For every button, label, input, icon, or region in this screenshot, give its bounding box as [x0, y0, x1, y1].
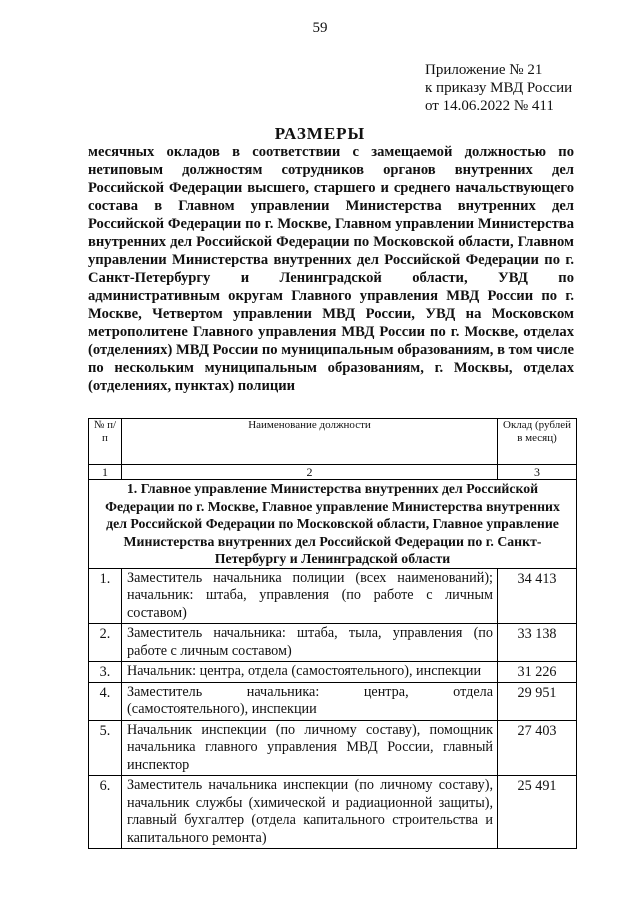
- row-number: 3.: [89, 662, 122, 683]
- table-row: [89, 624, 577, 662]
- header-salary: Оклад (рублей в месяц): [498, 419, 577, 465]
- header-num: № п/п: [89, 419, 122, 465]
- appendix-line-3: от 14.06.2022 № 411: [425, 98, 554, 114]
- row-number: 6.: [89, 776, 122, 849]
- row-number: 2.: [89, 624, 122, 662]
- salary-table: [88, 418, 577, 849]
- column-number: 3: [498, 465, 577, 480]
- salary-amount: 27 403: [498, 720, 577, 776]
- salary-amount: 31 226: [498, 662, 577, 683]
- position-name: Заместитель начальника полиции (всех наименований); начальник: штаба, управления (по работе с личным составом): [122, 568, 498, 624]
- salary-amount: 34 413: [498, 568, 577, 624]
- row-number: 1.: [89, 568, 122, 624]
- header-position: Наименование должности: [122, 419, 498, 465]
- column-number: 2: [122, 465, 498, 480]
- column-number-row: [89, 465, 577, 480]
- document-title: РАЗМЕРЫ: [274, 124, 366, 143]
- section-title: 1. Главное управление Министерства внутренних дел Российской Федерации по г. Москве, Главное управление Министерства внутренних дел Российской Федерации по Московской области, Главное управление Министерства внутренних дел Российской Федерации по г. Санкт-Петербургу и Ленинградской области: [89, 480, 577, 569]
- position-name: Заместитель начальника: штаба, тыла, управления (по работе с личным составом): [122, 624, 498, 662]
- table-row: [89, 662, 577, 683]
- position-name: Начальник инспекции (по личному составу), помощник начальника главного управления МВД России, главный инспектор: [122, 720, 498, 776]
- appendix-line-2: к приказу МВД России: [425, 80, 573, 96]
- table-row: [89, 568, 577, 624]
- salary-amount: 25 491: [498, 776, 577, 849]
- salary-amount: 33 138: [498, 624, 577, 662]
- position-name: Заместитель начальника инспекции (по личному составу), начальник службы (химической и радиационной защиты), главный бухгалтер (отдела капитального строительства и капитального ремонта): [122, 776, 498, 849]
- page-number: 59: [312, 20, 328, 36]
- section-heading-row: [89, 480, 577, 569]
- table-header-row: [89, 419, 577, 465]
- row-number: 4.: [89, 682, 122, 720]
- document-subtitle: месячных окладов в соответствии с замещаемой должностью по нетиповым должностям сотрудников органов внутренних дел Российской Федерации высшего, старшего и среднего начальствующего состава в Главном управлении Министерства внутренних дел Российской Федерации по г. Москве, Главном управлении Министерства внутренних дел Российской Федерации по Московской области, Главном управлении Министерства внутренних дел Российской Федерации по г. Санкт-Петербургу и Ленинградской области, УВД по административным округам Главного управления МВД России по г. Москве, Четвертом управлении МВД России, УВД на Московском метрополитене Главного управления МВД России по г. Москве, отделах (отделениях) МВД России по муниципальным образованиям, в том числе по нескольким муниципальным образованиям, г. Москвы, отделах (отделениях, пунктах) полиции: [88, 144, 574, 394]
- row-number: 5.: [89, 720, 122, 776]
- appendix-line-1: Приложение № 21: [425, 62, 543, 78]
- table-row: [89, 776, 577, 849]
- salary-amount: 29 951: [498, 682, 577, 720]
- position-name: Начальник: центра, отдела (самостоятельного), инспекции: [122, 662, 498, 683]
- column-number: 1: [89, 465, 122, 480]
- appendix-reference: [425, 61, 572, 115]
- table-row: [89, 682, 577, 720]
- table-row: [89, 720, 577, 776]
- position-name: Заместитель начальника: центра, отдела (самостоятельного), инспекции: [122, 682, 498, 720]
